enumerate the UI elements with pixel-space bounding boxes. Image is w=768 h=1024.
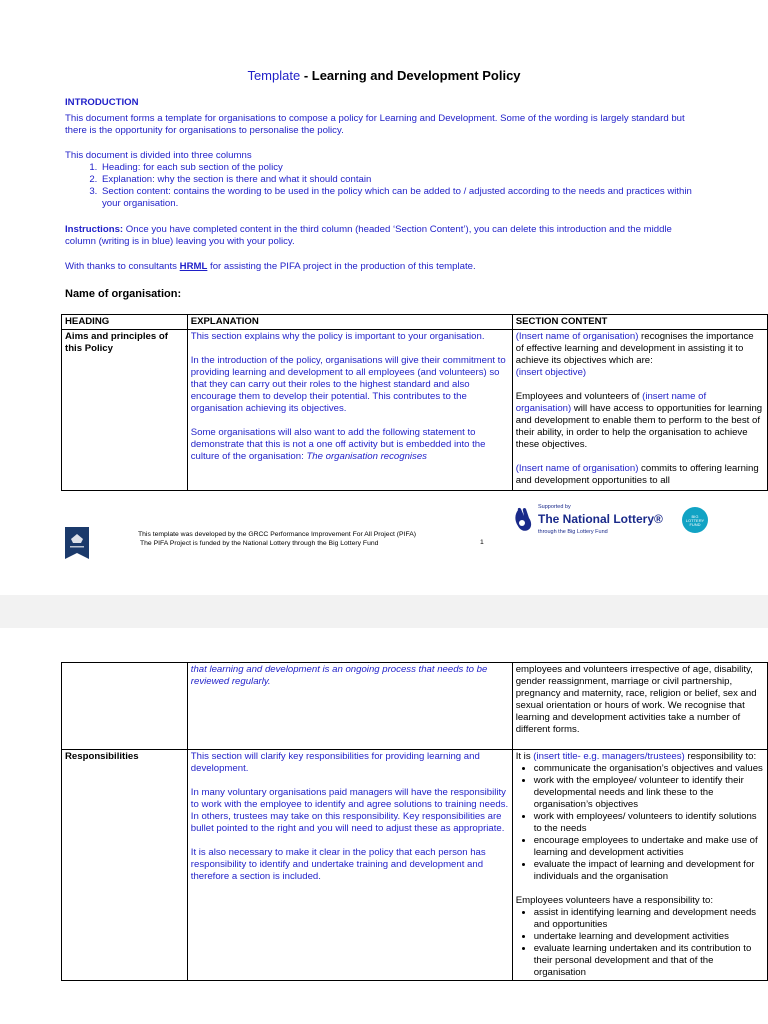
policy-table-continued bbox=[61, 662, 768, 981]
list-item: • evaluate learning undertaken and its contribution to their personal development and that of the organisation bbox=[534, 943, 764, 979]
grcc-logo-icon bbox=[65, 527, 89, 559]
page-footer bbox=[0, 504, 768, 570]
continued-content-cell: employees and volunteers irrespective of age, disability, gender reassignment, marriage or civil partnership, pregnancy and maternity, race, religion or belief, sex and sexual orientation or hours of work. We recognise that learning and development activities take a number of different forms. bbox=[512, 663, 767, 750]
footer-text: This template was developed by the GRCC Performance Improvement For All Project (PIFA) The PIFA Project is funded by the National Lottery through the Big Lottery Fund bbox=[138, 531, 417, 547]
big-lottery-fund-badge: BIG LOTTERY FUND bbox=[682, 507, 708, 533]
table-row bbox=[62, 663, 768, 750]
introduction-text: This document forms a template for organisations to compose a policy for Learning and Development. Some of the wording is largely standard but there is the opportunity for organisations to personalise the policy. bbox=[65, 113, 685, 136]
list-item: • encourage employees to undertake and make use of learning and development activities bbox=[534, 835, 764, 859]
table-row bbox=[62, 750, 768, 981]
page-separator bbox=[0, 595, 768, 628]
responsibilities-content-cell: It is (insert title- e.g. managers/trustees) responsibility to: • communicate the organisation’s objectives and values • work with the employee/ volunteer to identify their developmental needs and link these to the organisation’s objectives • work with employees/ volunteers to identify solutions to the needs • encourage employees to undertake and make use of learning and development activities • evaluate the impact of learning and development for individuals and the organisation Employees volunteers have a responsibility to: • assist in identifying learning and development needs and opportunities • undertake learning and development activities • evaluate learning undertaken and its contribution to their personal development and that of the organisation bbox=[512, 750, 767, 981]
crossed-fingers-icon bbox=[510, 506, 536, 536]
page-2 bbox=[0, 628, 768, 1024]
continued-heading-cell bbox=[62, 663, 188, 750]
organisation-name-label: Name of organisation: bbox=[65, 288, 182, 300]
manager-responsibilities-list bbox=[516, 763, 764, 883]
header-explanation: EXPLANATION bbox=[187, 315, 512, 330]
employee-responsibilities-list bbox=[516, 907, 764, 979]
responsibilities-explanation-cell: This section will clarify key responsibilities for providing learning and development. In many voluntary organisations paid managers will have the responsibility to work with the employee to identify and agree solutions to training needs. In others, trustees may take on this responsibility. Key responsibilities are bullet pointed to the right and you will need to adjust these as appropriate. It is also necessary to make it clear in the policy that each person has responsibility to identify and undertake training and development and therefore a section is included. bbox=[187, 750, 512, 981]
hrml-link[interactable]: HRML bbox=[179, 261, 208, 272]
list-item: 2. Explanation: why the section is there and what it should contain bbox=[100, 174, 705, 186]
table-header-row bbox=[62, 315, 768, 330]
table-row bbox=[62, 330, 768, 491]
list-item: • assist in identifying learning and development needs and opportunities bbox=[534, 907, 764, 931]
aims-heading-cell: Aims and principles of this Policy bbox=[62, 330, 188, 491]
national-lottery-logo: Supported by The National Lottery® through the Big Lottery Fund BIG LOTTERY FUND bbox=[510, 504, 710, 546]
header-section-content: SECTION CONTENT bbox=[512, 315, 767, 330]
document-title: Template - Learning and Development Policy bbox=[247, 68, 521, 83]
list-item: • work with the employee/ volunteer to identify their developmental needs and link these to the organisation’s objectives bbox=[534, 775, 764, 811]
columns-list bbox=[65, 162, 705, 210]
aims-explanation-cell: This section explains why the policy is important to your organisation. In the introduction of the policy, organisations will give their commitment to providing learning and development to all employees (and volunteers) so that they can carry out their roles to the highest standard and also encourage them to develop their potential. This contributes to the organisation achieving its objectives. Some organisations will also want to add the following statement to demonstrate that this is not a one off activity but is embedded into the culture of the organisation: The organisation recognises bbox=[187, 330, 512, 491]
header-heading: HEADING bbox=[62, 315, 188, 330]
list-item: • work with employees/ volunteers to identify solutions to the needs bbox=[534, 811, 764, 835]
list-item: • evaluate the impact of learning and development for individuals and the organisation bbox=[534, 859, 764, 883]
list-item: 1. Heading: for each sub section of the policy bbox=[100, 162, 705, 174]
list-item: • communicate the organisation’s objectives and values bbox=[534, 763, 764, 775]
policy-table bbox=[61, 314, 768, 491]
columns-description: This document is divided into three columns 1. Heading: for each sub section of the policy 2. Explanation: why the section is there and what it should contain 3. Section content: contains the wording to be used in the policy which can be added to / adjusted according to the needs and practices within your organisation. bbox=[65, 150, 705, 210]
list-item: 3. Section content: contains the wording to be used in the policy which can be added to / adjusted according to the needs and practices within your organisation. bbox=[100, 186, 705, 210]
aims-content-cell: (Insert name of organisation) recognises the importance of effective learning and development in assisting it to achieve its objectives which are: (insert objective) Employees and volunteers of (insert name of organisation) will have access to opportunities for learning and development to enable them to perform to the best of their ability, in order to help the organisation to achieve these objectives. (Insert name of organisation) commits to offering learning and development opportunities to all bbox=[512, 330, 767, 491]
responsibilities-heading-cell: Responsibilities bbox=[62, 750, 188, 981]
list-item: • undertake learning and development activities bbox=[534, 931, 764, 943]
continued-explanation-cell: that learning and development is an ongoing process that needs to be reviewed regularly. bbox=[187, 663, 512, 750]
introduction-heading: INTRODUCTION bbox=[65, 97, 139, 108]
instructions-paragraph: Instructions: Once you have completed content in the third column (headed ‘Section Content’), you can delete this introduction and the middle column (writing is in blue) leaving you with your policy. bbox=[65, 224, 672, 247]
thanks-paragraph: With thanks to consultants HRML for assisting the PIFA project in the production of this template. bbox=[65, 261, 476, 272]
page-number: 1 bbox=[480, 539, 484, 546]
